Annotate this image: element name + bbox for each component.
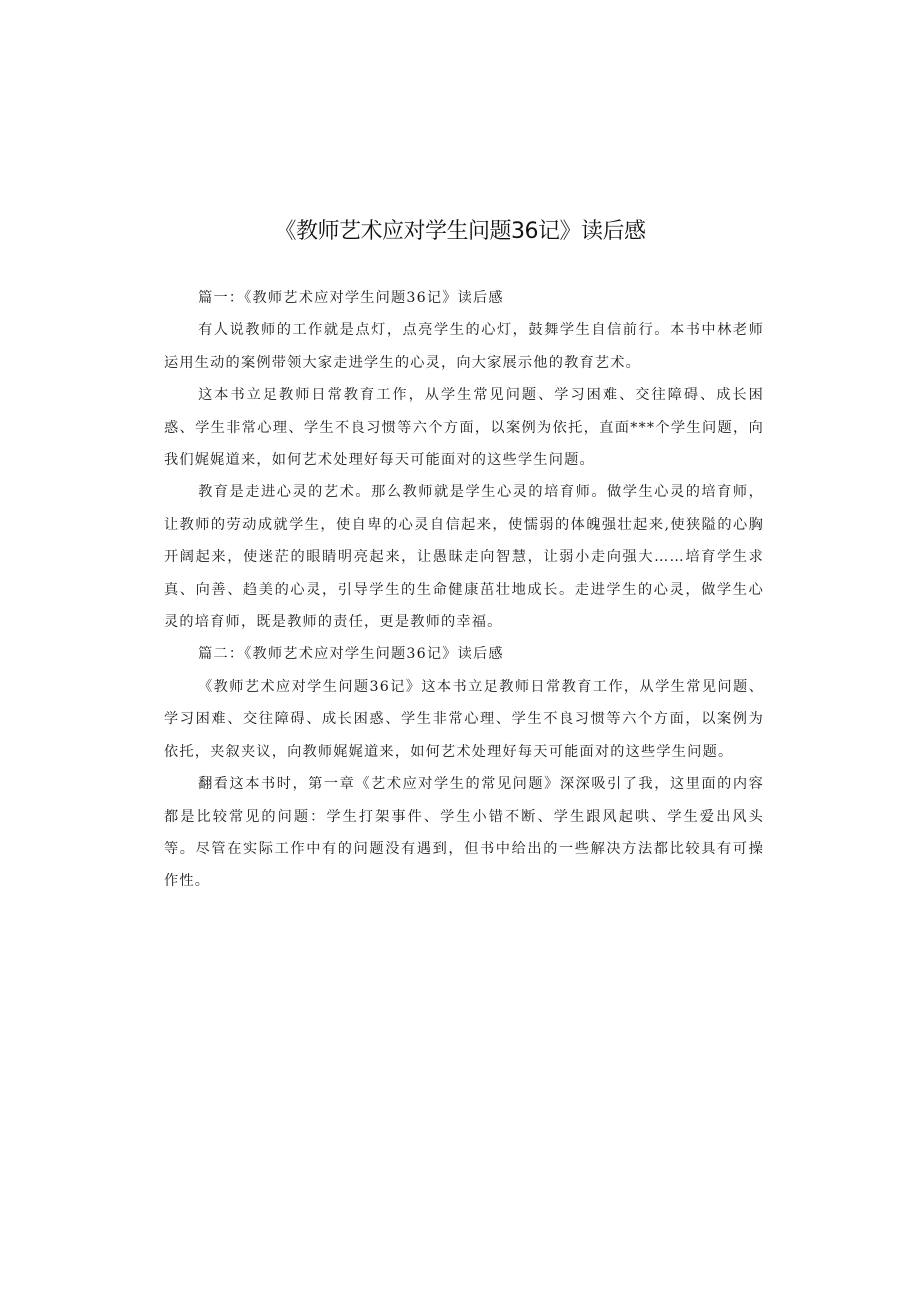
paragraph-3: 教育是走进心灵的艺术。那么教师就是学生心灵的培育师。做学生心灵的培育师，让教师的劳动成就学生，使自卑的心灵自信起来，使懦弱的体魄强壮起来,使狭隘的心胸开阔起来，使迷茫的眼睛明亮起来，让愚昧走向智慧，让弱小走向强大……培育学生求真、向善、趋美的心灵，引导学生的生命健康茁壮地成长。走进学生的心灵，做学生心灵的培育师，既是教师的责任，更是教师的幸福。	[164, 484, 764, 631]
paragraph-4: 《教师艺术应对学生问题36记》这本书立足教师日常教育工作，从学生常见问题、学习困难、交往障碍、成长困惑、学生非常心理、学生不良习惯等六个方面，以案例为依托，夹叙夹议，向教师娓娓道来，如何艺术处理好每天可能面对的这些学生问题。	[164, 678, 764, 760]
document-body	[164, 282, 764, 898]
document-title: 《教师艺术应对学生问题36记》读后感	[274, 219, 646, 244]
paragraph-5: 翻看这本书时，第一章《艺术应对学生的常见问题》深深吸引了我，这里面的内容都是比较常见的问题：学生打架事件、学生小错不断、学生跟风起哄、学生爱出风头等。尽管在实际工作中有的问题没有遇到，但书中给出的一些解决方法都比较具有可操作性。	[164, 776, 764, 890]
paragraph-2: 这本书立足教师日常教育工作，从学生常见问题、学习困难、交往障碍、成长困惑、学生非常心理、学生不良习惯等六个方面，以案例为依托，直面***个学生问题，向我们娓娓道来，如何艺术处理好每天可能面对的这些学生问题。	[164, 387, 764, 469]
section-heading-1: 篇一：《教师艺术应对学生问题36记》读后感	[198, 290, 504, 306]
paragraph-1: 有人说教师的工作就是点灯，点亮学生的心灯，鼓舞学生自信前行。本书中林老师运用生动的案例带领大家走进学生的心灵，向大家展示他的教育艺术。	[164, 322, 764, 371]
section-heading-2: 篇二：《教师艺术应对学生问题36记》读后感	[198, 646, 504, 663]
